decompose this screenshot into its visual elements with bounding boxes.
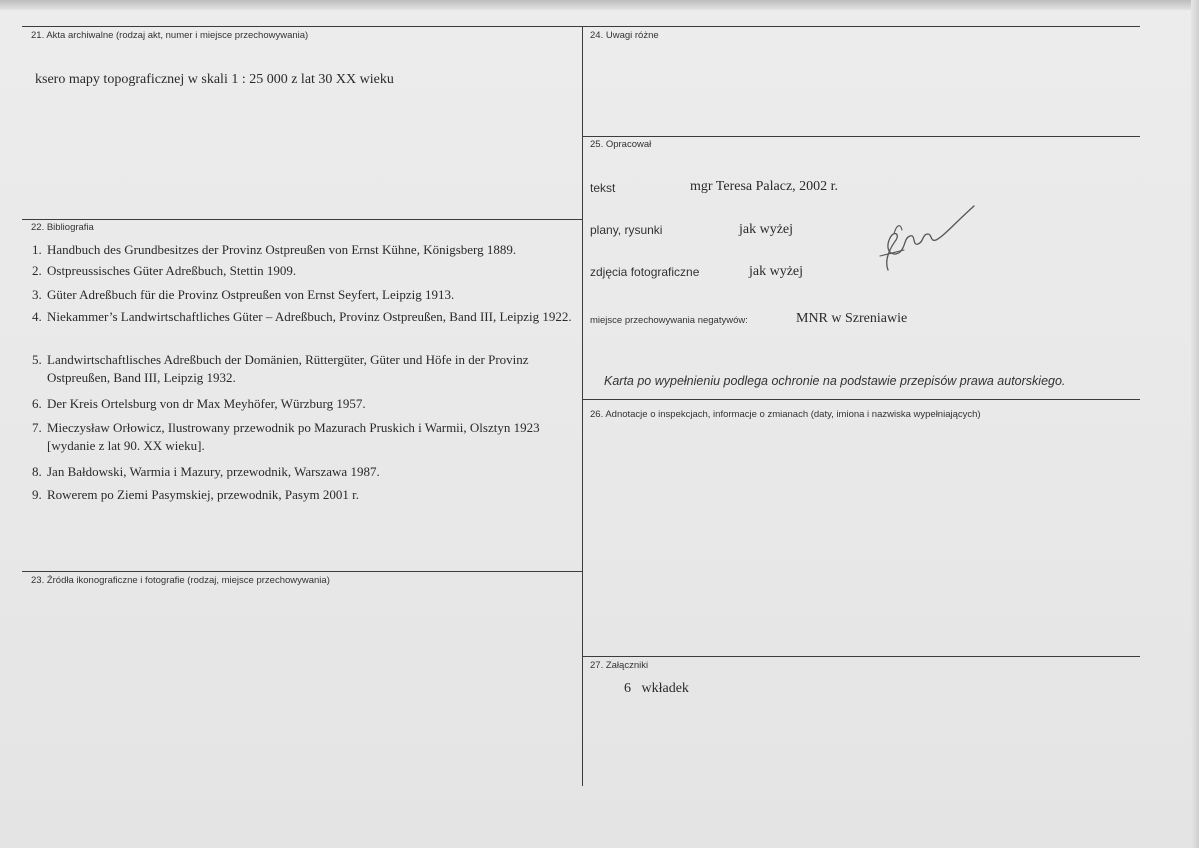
section-21-value: ksero mapy topograficznej w skali 1 : 25 000 z lat 30 XX wieku [35,72,394,87]
handwritten-signature [870,200,980,280]
section-25-label: 25. Opracował [590,139,652,150]
section-22-label: 22. Bibliografia [31,222,94,233]
top-border [22,26,1140,27]
record-card: 21. Akta archiwalne (rodzaj akt, numer i miejsce przechowywania) ksero mapy topograficznej w skali 1 : 25 000 z lat 30 XX wieku 22. Bibliografia 1. Handbuch des Grundbesitzes der Provinz Ostpreußen von Ernst Kühne, Königsberg 1889. 2. Ostpreussisches Güter Adreßbuch, Stettin 1909. 3. Güter Adreßbuch für die Provinz Ostpreußen von Ernst Seyfert, Leipzig 1913. 4. Niekammer’s Landwirtschaftliches Güter – Adreßbuch, Provinz Ostpreußen, Band III, Leipzig 1922. 5. Landwirtschaftlisches Adreßbuch der Domänien, Rüttergüter, Güter und Höfe in der Provinz Ostpreußen, Band III, Leipzig 1932. 6. Der Kreis Ortelsburg von dr Max Meyhöfer, Würzburg 1957. 7. Mieczysław Orłowicz, Ilustrowany przewodnik po Mazurach Pruskich i Warmii, Olsztyn 1923 [wydanie z lat 90. XX wieku]. 8. Jan Bałdowski, Warmia i Mazury, przewodnik, Warszawa 1987. 9. Rowerem po Ziemi Pasymskiej, przewodnik, Pasym 2001 r. 23. Źródła ikonograficzne i fotografie (rodzaj, miejsce przechowywania) 24. Uwagi różne 25. Opracował tekst mgr Teresa Palacz, 2002 r. plany, rysunki jak wyżej zdjęcia fotograficzne jak wyżej miejsce przechowywania negatywów: MNR w Szreniawie Karta po wypełnieniu podlega ochronie na podstawie przepisów prawa autorskiego. 26. Adnotacje o inspekcjach, informacje o zmianach (daty, imiona i nazwiska wypełniających) 27. Załączniki 6 wkładek [0,0,1199,848]
section-27-label: 27. Załączniki [590,660,649,671]
zdjecia-value: jak wyżej [749,264,804,279]
scan-top-edge [0,0,1199,10]
plany-value: jak wyżej [739,222,794,237]
divider-21-22 [22,219,582,220]
divider-22-23 [22,571,582,572]
section-26-label: 26. Adnotacje o inspekcjach, informacje o zmianach (daty, imiona i nazwiska wypełniających) [590,409,981,420]
center-divider [582,26,583,786]
section-24-label: 24. Uwagi różne [590,30,659,41]
negatywy-label: miejsce przechowywania negatywów: [590,315,748,326]
negatywy-value: MNR w Szreniawie [796,311,908,326]
divider-24-25 [582,136,1140,137]
tekst-value: mgr Teresa Palacz, 2002 r. [690,179,839,194]
zdjecia-label: zdjęcia fotograficzne [590,265,700,279]
section-27-value: 6 wkładek [624,681,689,696]
scan-right-edge [1191,0,1199,848]
section-21-label: 21. Akta archiwalne (rodzaj akt, numer i miejsce przechowywania) [31,30,309,41]
tekst-label: tekst [590,181,616,195]
section-23-label: 23. Źródła ikonograficzne i fotografie (rodzaj, miejsce przechowywania) [31,575,330,586]
plany-label: plany, rysunki [590,223,663,237]
copyright-notice: Karta po wypełnieniu podlega ochronie na podstawie przepisów prawa autorskiego. [604,374,1066,388]
divider-25-26 [582,399,1140,400]
divider-26-27 [582,656,1140,657]
